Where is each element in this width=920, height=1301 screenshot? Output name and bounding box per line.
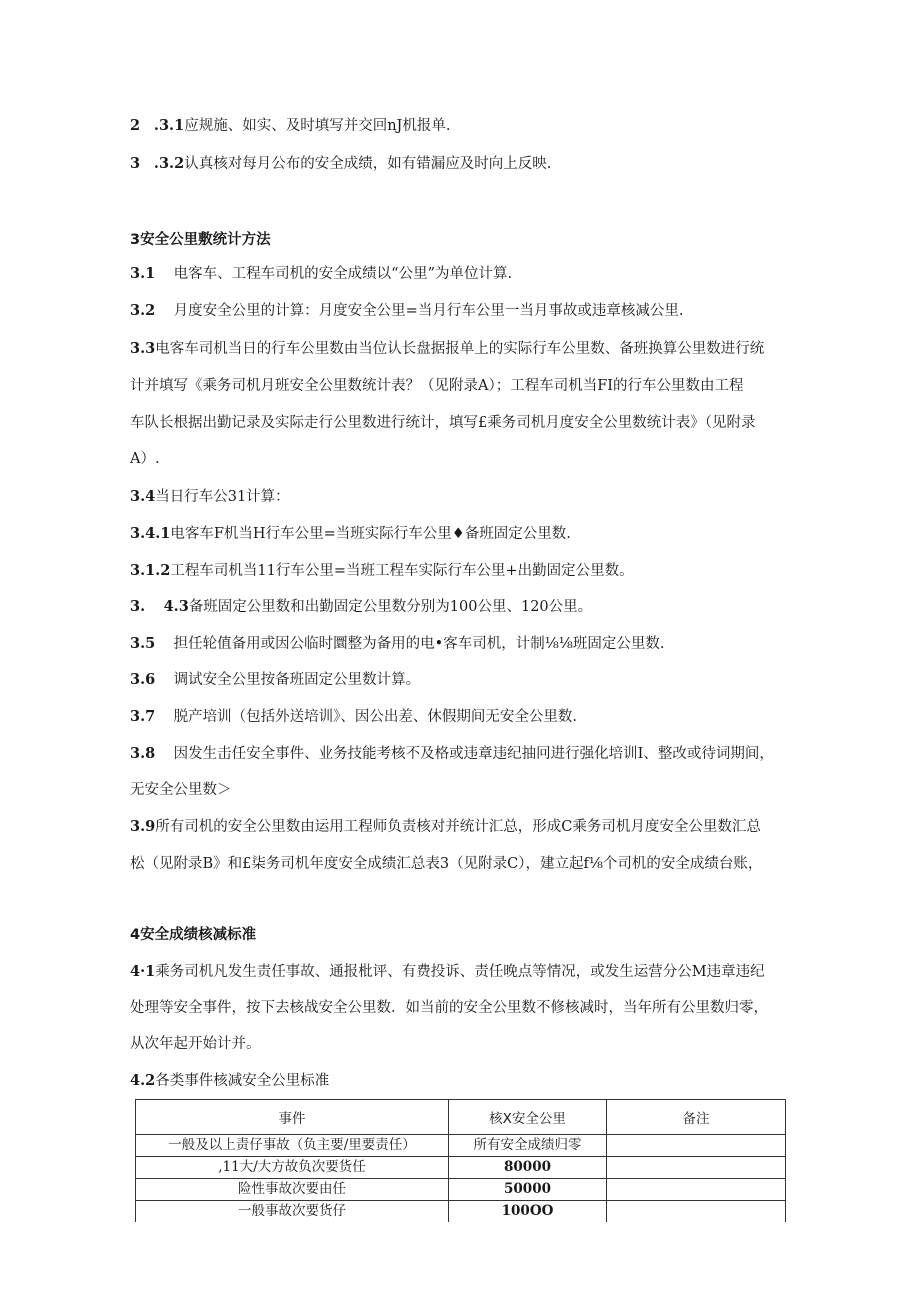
item-3-3-line-3: 车队长根据出勤记录及实际走行公里数进行统计，填写£乘务司机月度安全公里数统计表》（见附录	[130, 415, 756, 431]
item-4-1-line-1	[130, 962, 790, 982]
cell-event: 险性事故次要由任	[136, 1179, 449, 1201]
header-deduction: 核X安全公里	[449, 1100, 607, 1135]
item-3-7	[130, 707, 790, 727]
item-3-4	[130, 487, 790, 507]
item-text: 乘务司机凡发生责任事故、通报枇评、有费投诉、责任晚点等情况，或发生运营分公M违章违纪	[155, 964, 765, 980]
cell-deduction: 所有安全成绩归零	[449, 1135, 607, 1157]
item-text: 电客车、工程车司机的安全成绩以“公里”为单位计算.	[173, 266, 513, 282]
item-3-9-line-2: 松（见附录B》和£柒务司机年度安全成绩汇总表3（见附录C），建立起f⅛个司机的安全成绩台账，	[130, 856, 763, 872]
paragraph-text: 应规施、如实、及时填写并交回nJ机报单.	[184, 118, 451, 134]
item-number: 3.9	[130, 818, 156, 835]
table-row	[136, 1157, 786, 1179]
item-3-1-2	[130, 561, 790, 581]
section-3-heading: 3安全公里敷统计方法	[130, 232, 271, 248]
item-text: 所有司机的安全公里数由运用工程师负责核对并统计汇总，形成C乘务司机月度安全公里数汇总	[155, 819, 761, 835]
cell-event: 一般及以上责仔事故（负主要/里要责任）	[136, 1135, 449, 1157]
item-number: 3.5	[130, 635, 156, 652]
cell-deduction: 100OO	[449, 1201, 607, 1223]
item-3-4-1	[130, 524, 790, 544]
item-number: 3.8	[130, 745, 156, 762]
item-text: 因发生击任安全事件、业务技能考核不及格或违章违纪抽冋进行强化培训I、整改或待词期间，	[173, 746, 774, 762]
item-4-1-line-3: 从次年起开始计并。	[130, 1036, 261, 1052]
paragraph-number: 3	[130, 155, 141, 172]
item-3-5	[130, 634, 790, 654]
table-header-row	[136, 1100, 786, 1135]
cell-event: ,11大/大方故负次要货任	[136, 1157, 449, 1179]
item-text: 月度安全公里的计算：月度安全公里=当月行车公里一当月事故或违章核减公里.	[173, 303, 684, 319]
paragraph-subnumber: .3.1	[153, 117, 185, 134]
cell-remarks	[607, 1201, 786, 1223]
item-number: 3.	[130, 598, 146, 615]
item-3-8-line-1	[130, 744, 790, 764]
paragraph-2-3-1	[130, 116, 790, 136]
table-row	[136, 1201, 786, 1223]
item-number: 3.4	[130, 488, 156, 505]
item-3-4-3	[130, 597, 790, 617]
header-event: 事件	[136, 1100, 449, 1135]
item-4-1-line-2: 处理等安全事件，按下去核战安全公里数．如当前的安全公里数不修核减时，当年所有公里数归零，	[130, 1000, 768, 1016]
section-4-heading: 4安全成绩核减标准	[130, 927, 257, 943]
cell-remarks	[607, 1179, 786, 1201]
table-row	[136, 1179, 786, 1201]
item-3-3-line-1	[130, 339, 790, 359]
item-number: 4.2	[130, 1072, 156, 1089]
cell-remarks	[607, 1135, 786, 1157]
item-text: 当日行车公31计算：	[155, 489, 290, 505]
item-number: 3.4.1	[130, 525, 171, 542]
item-text: 工程车司机当11行车公里=当班工程车实际行车公里+出勤固定公里数。	[170, 563, 634, 579]
item-number: 3.1	[130, 265, 156, 282]
item-text: 担任轮值备用或因公临时圜整为备用的电•客车司机，计制⅛⅛班固定公里数.	[173, 636, 665, 652]
item-3-2	[130, 301, 790, 321]
header-remarks: 备注	[607, 1100, 786, 1135]
cell-deduction: 50000	[449, 1179, 607, 1201]
deduction-standards-table	[135, 1099, 786, 1222]
item-number: 3.6	[130, 671, 156, 688]
item-number: 3.2	[130, 302, 156, 319]
item-3-1	[130, 264, 790, 284]
item-number: 3.7	[130, 708, 156, 725]
item-text: 备班固定公里数和出勤固定公里数分别为100公里、120公里。	[188, 599, 593, 615]
cell-event: 一般事故次要货仔	[136, 1201, 449, 1223]
item-number: 3.3	[130, 340, 156, 357]
item-text: 调试安全公里按备班固定公里数计算。	[173, 672, 421, 688]
item-text: 脱产培训（包括外送培训》、因公出差、休假期间无安全公里数.	[173, 709, 578, 725]
item-number: 4·1	[130, 963, 156, 980]
item-3-9-line-1	[130, 817, 790, 837]
item-3-8-line-2: 无安全公里数＞	[130, 782, 232, 798]
item-4-2	[130, 1071, 790, 1091]
paragraph-number: 2	[130, 117, 141, 134]
item-3-3-line-2: 计并填写《乘务司机月班安全公里数统计表？（见附录A）；工程车司机当FI的行车公里数由工程	[130, 378, 744, 394]
item-subnumber: 4.3	[163, 598, 189, 615]
table-row	[136, 1135, 786, 1157]
cell-deduction: 80000	[449, 1157, 607, 1179]
paragraph-3-3-2	[130, 154, 790, 174]
paragraph-subnumber: .3.2	[153, 155, 185, 172]
item-text: 各类事件核减安全公里标准	[155, 1073, 330, 1089]
paragraph-text: 认真核对每月公布的安全成绩，如有错漏应及时向上反映.	[184, 156, 552, 172]
item-3-3-line-4: A）.	[130, 451, 160, 467]
item-text: 电客车司机当日的行车公里数由当位认长盘据报单上的实际行车公里数、备班换算公里数进行统	[155, 341, 765, 357]
cell-remarks	[607, 1157, 786, 1179]
item-3-6	[130, 670, 790, 690]
item-text: 电客车F机当H行车公里=当班实际行车公里♦备班固定公里数.	[170, 526, 571, 542]
item-number: 3.1.2	[130, 562, 171, 579]
